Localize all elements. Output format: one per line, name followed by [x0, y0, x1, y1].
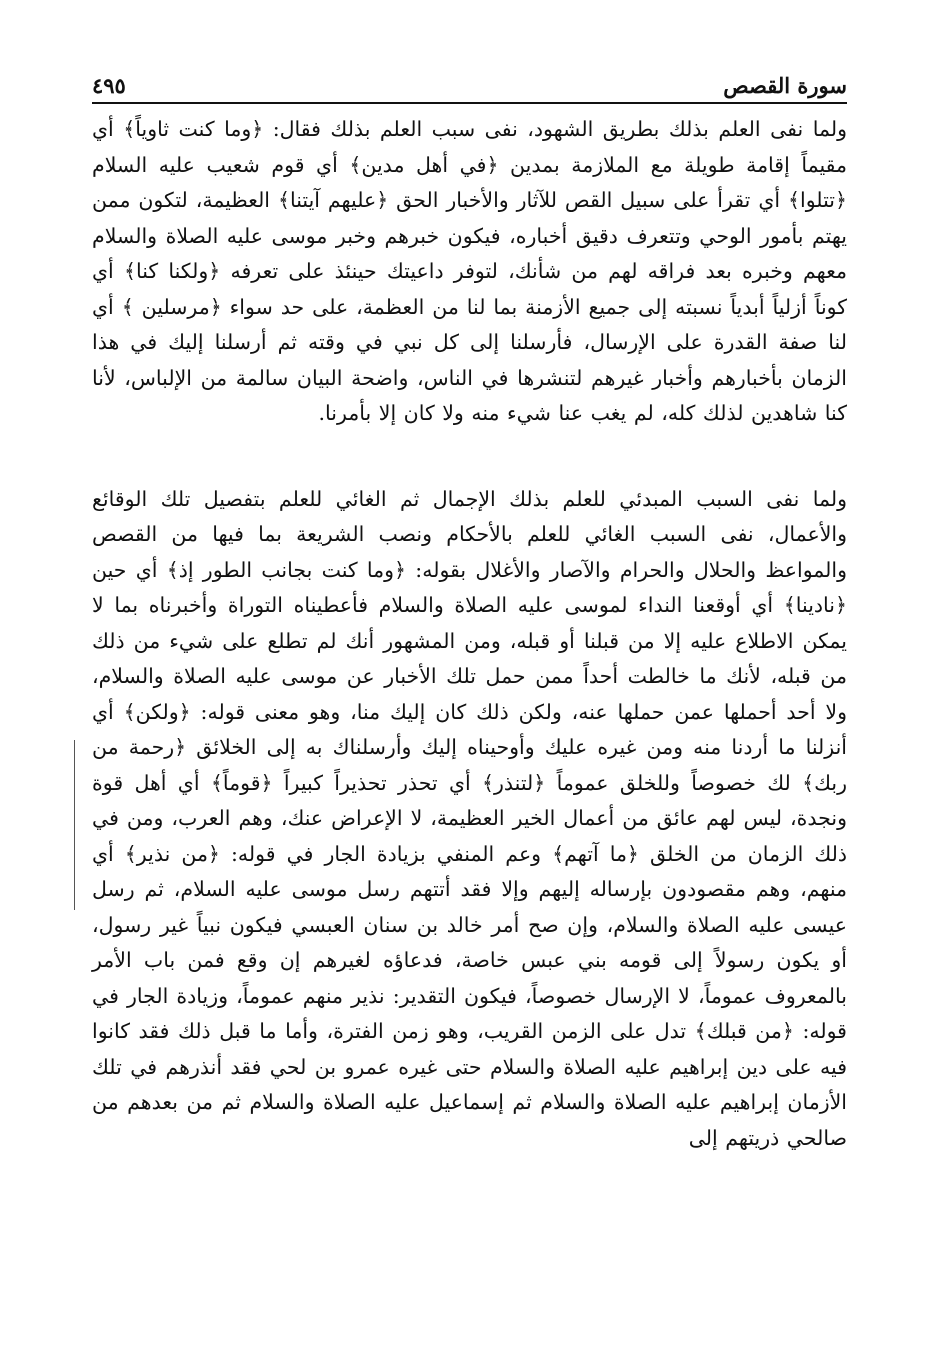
paragraph-2: ولما نفى السبب المبدئي للعلم بذلك الإجمال ثم الغائي للعلم بتفصيل تلك الوقائع والأعمال، نفى السبب الغائي للعلم بالأحكام ونصب الشريعة بما فيها من القصص والمواعظ والحلال والحرام والآصار والأغلال بقوله: ﴿وما كنت بجانب الطور إذ﴾ أي حين ﴿نادينا﴾ أي أوقعنا النداء لموسى عليه الصلاة والسلام فأعطيناه التوراة وأخبرناه بما لا يمكن الاطلاع عليه إلا من قبلنا أو قبله، ومن المشهور أنك لم تطلع على شيء من ذلك من قبله، لأنك ما خالطت أحداً ممن حمل تلك الأخبار عن موسى عليه الصلاة والسلام، ولا أحد أحملها عمن حملها عنه، ولكن ذلك كان إليك منا، وهو معنى قوله: ﴿ولكن﴾ أي أنزلنا ما أردنا منه ومن غيره عليك وأوحيناه إليك وأرسلناك به إلى الخلائق ﴿رحمة من ربك﴾ لك خصوصاً وللخلق عموماً ﴿لتنذر﴾ أي تحذر تحذيراً كبيراً ﴿قوماً﴾ أي أهل قوة ونجدة، ليس لهم عائق من أعمال الخير العظيمة، لا الإعراض عنك، وهم العرب، ومن في ذلك الزمان من الخلق ﴿ما آتهم﴾ وعم المنفي بزيادة الجار في قوله: ﴿من نذير﴾ أي منهم، وهم مقصودون بإرساله إليهم وإلا فقد أتتهم رسل موسى عليه السلام، ثم رسل عيسى عليه الصلاة والسلام، وإن صح أمر خالد بن سنان العبسي فيكون نبياً غير رسول، أو يكون رسولاً إلى قومه بني عبس خاصة، فدعاؤه لغيرهم إن وقع فمن باب الأمر بالمعروف عموماً، لا الإرسال خصوصاً، فيكون التقدير: نذير منهم عموماً، وزيادة الجار في قوله: ﴿من قبلك﴾ تدل على الزمن القريب، وهو زمن الفترة، وأما ما قبل ذلك فقد كانوا فيه على دين إبراهيم عليه الصلاة والسلام حتى غيره عمرو بن لحي فقد أنذرهم في تلك الأزمان إبراهيم عليه الصلاة والسلام ثم إسماعيل عليه الصلاة والسلام ثم من بعدهم من صالحي ذريتهم إلى: [92, 486, 847, 1150]
paragraph-spacer: [92, 432, 847, 482]
body-text: [92, 112, 847, 1156]
page-number: ٤٩٥: [92, 73, 126, 98]
surah-title: سورة القصص: [723, 73, 847, 98]
margin-line-mark: [74, 740, 75, 910]
page-header: [92, 58, 847, 98]
header-divider: [92, 102, 847, 104]
paragraph-1: ولما نفى العلم بذلك بطريق الشهود، نفى سبب العلم بذلك فقال: ﴿وما كنت ثاوياً﴾ أي مقيماً إقامة طويلة مع الملازمة بمدين ﴿في أهل مدين﴾ أي قوم شعيب عليه السلام ﴿تتلوا﴾ أي تقرأ على سبيل القص للآثار والأخبار الحق ﴿عليهم آيتنا﴾ العظيمة، لتكون ممن يهتم بأمور الوحي وتتعرف دقيق أخباره، فيكون خبرهم وخبر موسى عليه الصلاة والسلام معهم وخبره بعد فراقه لهم من شأنك، لتوفر داعيتك حينئذ على تعرفه ﴿ولكنا كنا﴾ أي كوناً أزلياً أبدياً نسبته إلى جميع الأزمنة بما لنا من العظمة، على حد سواء ﴿مرسلين ﴾ أي لنا صفة القدرة على الإرسال، فأرسلنا إلى كل نبي في وقته ثم أرسلنا إليك في هذا الزمان بأخبارهم وأخبار غيرهم لتنشرها في الناس، واضحة البيان سالمة من الإلباس، لأنا كنا شاهدين لذلك كله، لم يغب عنا شيء منه ولا كان إلا بأمرنا.: [92, 117, 847, 425]
